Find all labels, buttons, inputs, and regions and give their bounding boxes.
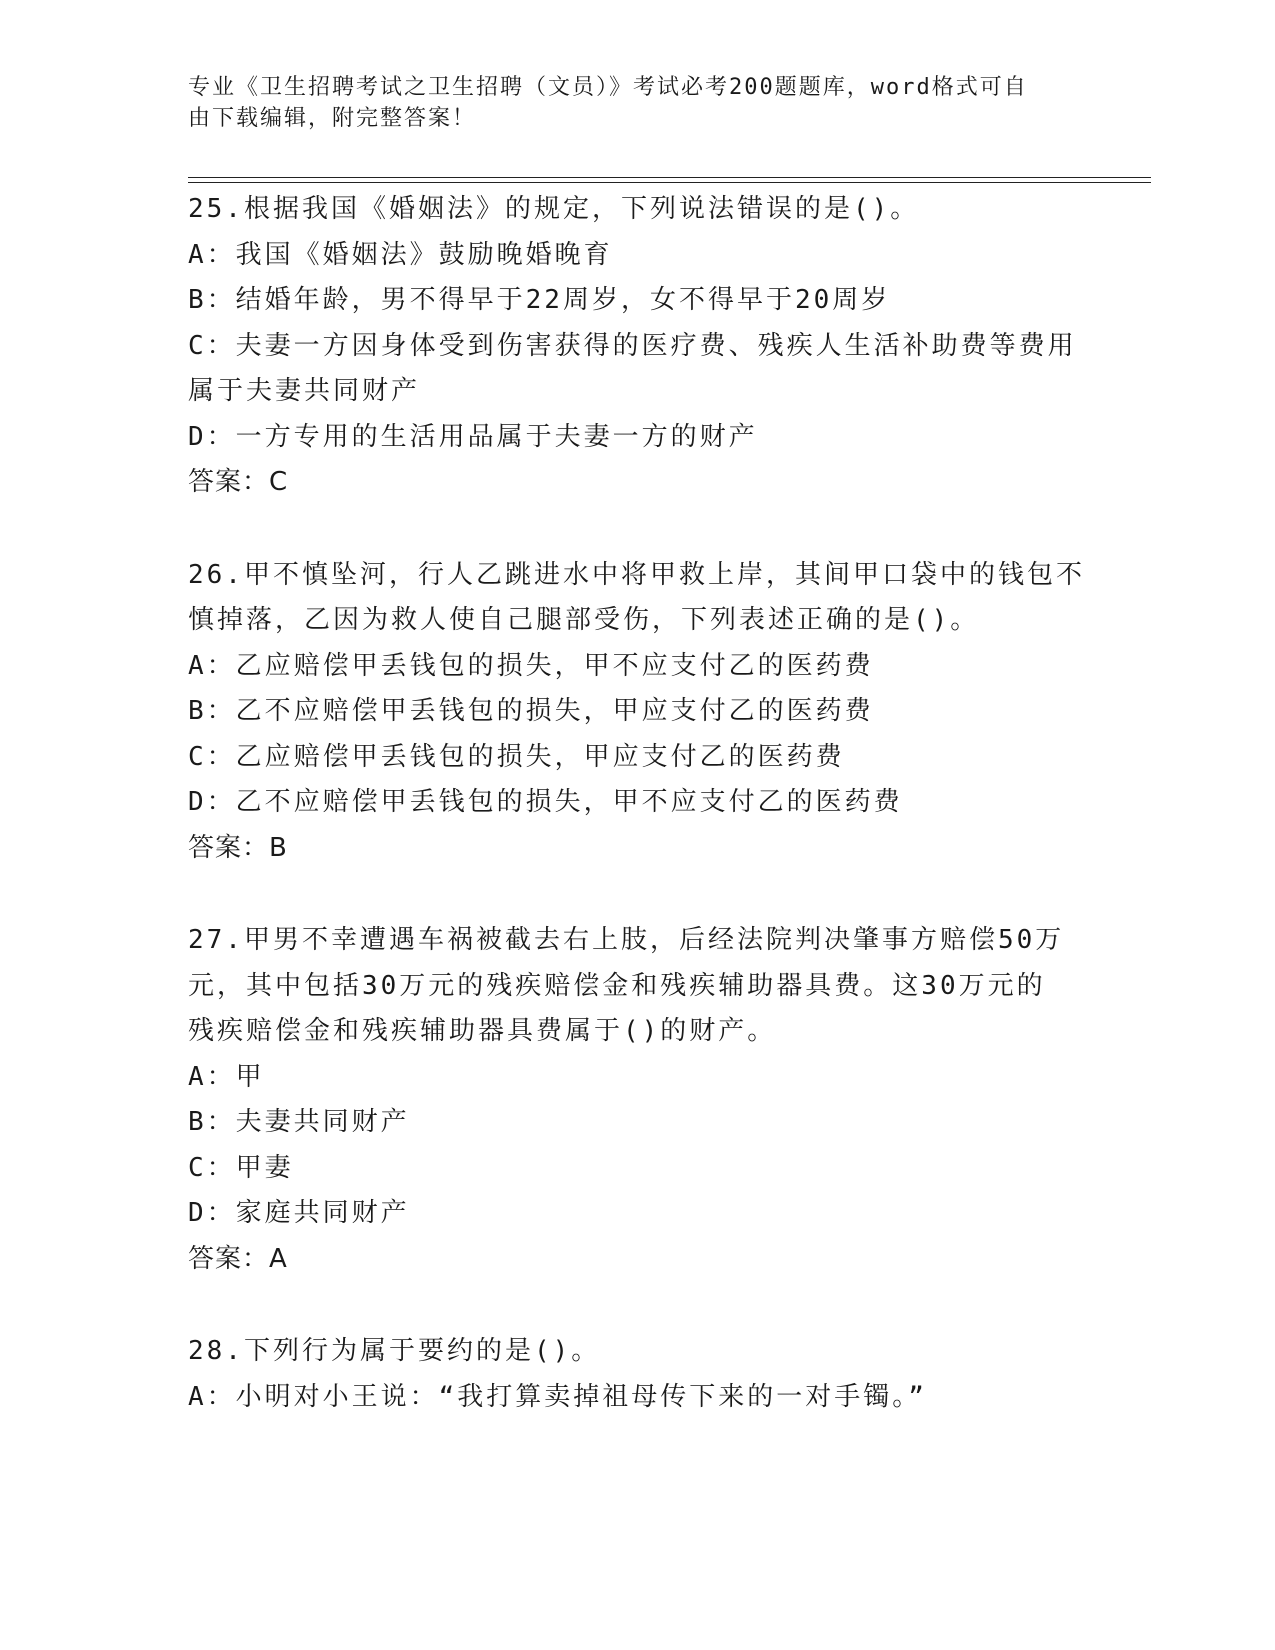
question-26: [188, 553, 1088, 872]
option-c: C：甲妻: [188, 1152, 294, 1183]
question-stem: 27.甲男不幸遭遇车祸被截去右上肢，后经法院判决肇事方赔偿50万: [188, 925, 1065, 955]
question-27: [188, 918, 1088, 1282]
option-a: A：乙应赔偿甲丢钱包的损失，甲不应支付乙的医药费: [188, 650, 874, 681]
question-stem: 28.下列行为属于要约的是()。: [188, 1336, 601, 1366]
question-stem-continued: 残疾赔偿金和残疾辅助器具费属于()的财产。: [188, 1016, 777, 1046]
document-header: [188, 72, 1088, 134]
option-b: B：夫妻共同财产: [188, 1107, 410, 1137]
answer: 答案：C: [188, 467, 289, 497]
option-a: A：小明对小王说：“我打算卖掉祖母传下来的一对手镯。”: [188, 1381, 927, 1412]
question-stem: 26.甲不慎坠河，行人乙跳进水中将甲救上岸，其间甲口袋中的钱包不: [188, 559, 1085, 590]
option-b: B：乙不应赔偿甲丢钱包的损失，甲应支付乙的医药费: [188, 696, 874, 726]
option-c: C：乙应赔偿甲丢钱包的损失，甲应支付乙的医药费: [188, 741, 845, 772]
option-a: A：甲: [188, 1061, 265, 1092]
question-stem: 25.根据我国《婚姻法》的规定，下列说法错误的是()。: [188, 194, 920, 224]
header-divider-bottom: [188, 182, 1151, 183]
header-line-2: 由下载编辑，附完整答案！: [188, 106, 477, 131]
question-25: [188, 187, 1088, 506]
question-list: [188, 187, 1088, 1420]
option-d: D：一方专用的生活用品属于夫妻一方的财产: [188, 421, 758, 452]
option-a: A：我国《婚姻法》鼓励晚婚晚育: [188, 239, 613, 270]
answer: 答案：B: [188, 832, 288, 863]
question-stem-continued: 元，其中包括30万元的残疾赔偿金和残疾辅助器具费。这30万元的: [188, 970, 1046, 1001]
option-c-continued: 属于夫妻共同财产: [188, 376, 421, 406]
question-28: [188, 1329, 1088, 1420]
option-d: D：乙不应赔偿甲丢钱包的损失，甲不应支付乙的医药费: [188, 787, 903, 817]
option-c: C：夫妻一方因身体受到伤害获得的医疗费、残疾人生活补助费等费用: [188, 330, 1077, 361]
option-d: D：家庭共同财产: [188, 1198, 410, 1228]
option-b: B：结婚年龄，男不得早于22周岁，女不得早于20周岁: [188, 285, 891, 315]
header-divider-top: [188, 177, 1151, 178]
answer: 答案：A: [188, 1243, 288, 1274]
header-line-1: 专业《卫生招聘考试之卫生招聘（文员）》考试必考200题题库，word格式可自: [188, 75, 1028, 100]
question-stem-continued: 慎掉落，乙因为救人使自己腿部受伤，下列表述正确的是()。: [188, 605, 980, 635]
